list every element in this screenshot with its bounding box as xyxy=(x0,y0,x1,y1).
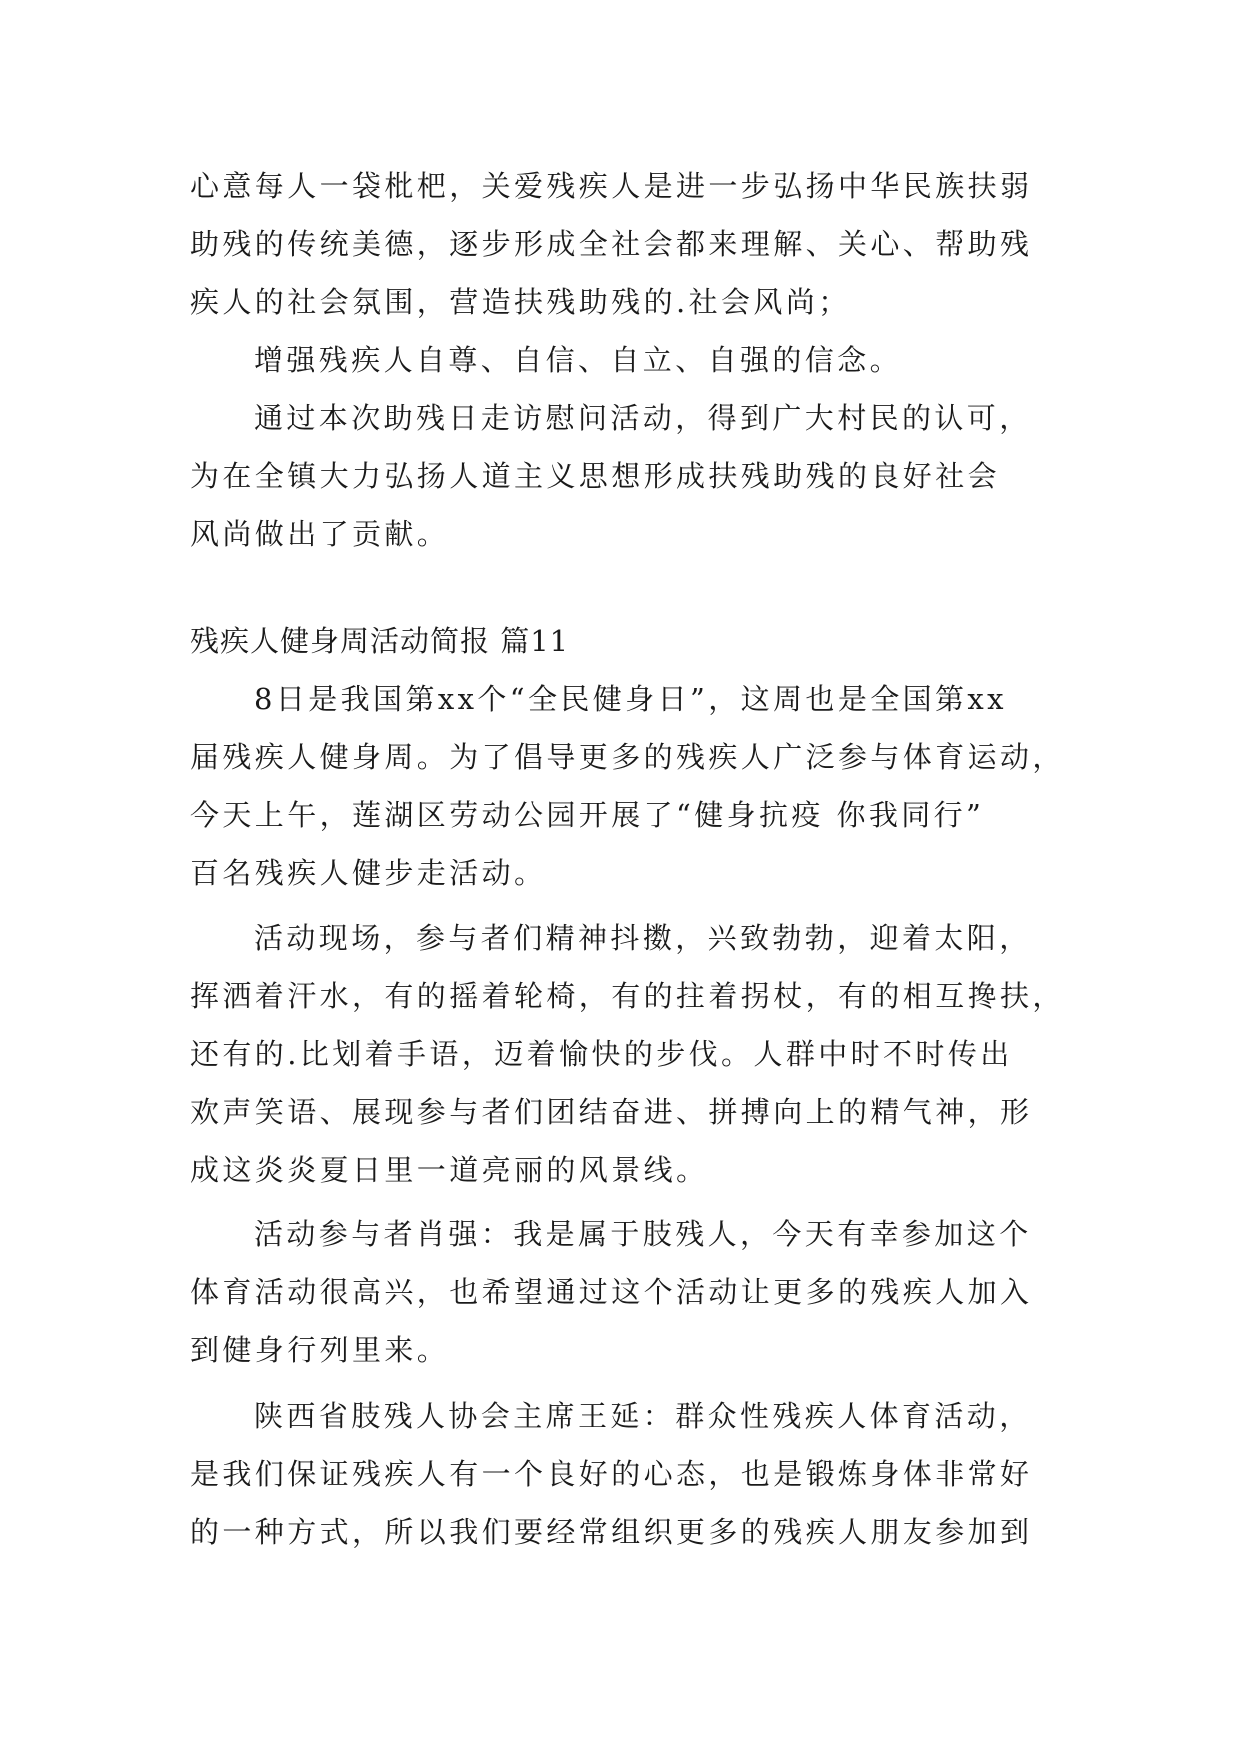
paragraph-line: 挥洒着汗水，有的摇着轮椅，有的拄着拐杖，有的相互搀扶， xyxy=(190,979,1065,1013)
paragraph-line: 届残疾人健身周。为了倡导更多的残疾人广泛参与体育运动， xyxy=(190,740,1065,774)
paragraph-line: 陕西省肢残人协会主席王延：群众性残疾人体育活动， xyxy=(254,1399,1032,1433)
paragraph-line: 到健身行列里来。 xyxy=(190,1333,450,1367)
paragraph-line: 助残的传统美德，逐步形成全社会都来理解、关心、帮助残 xyxy=(190,227,1033,261)
paragraph-line: 通过本次助残日走访慰问活动，得到广大村民的认可， xyxy=(254,401,1032,435)
paragraph-line: 增强残疾人自尊、自信、自立、自强的信念。 xyxy=(254,343,903,377)
paragraph-line: 疾人的社会氛围，营造扶残助残的.社会风尚； xyxy=(190,285,851,319)
paragraph-line: 活动参与者肖强：我是属于肢残人，今天有幸参加这个 xyxy=(254,1217,1032,1251)
paragraph-line: 的一种方式，所以我们要经常组织更多的残疾人朋友参加到 xyxy=(190,1515,1033,1549)
paragraph-line: 活动现场，参与者们精神抖擞，兴致勃勃，迎着太阳， xyxy=(254,921,1032,955)
paragraph-line: 今天上午，莲湖区劳动公园开展了“健身抗疫 你我同行” xyxy=(190,798,985,832)
paragraph-line: 心意每人一袋枇杷，关爱残疾人是进一步弘扬中华民族扶弱 xyxy=(190,169,1033,203)
paragraph-line: 欢声笑语、展现参与者们团结奋进、拼搏向上的精气神，形 xyxy=(190,1095,1033,1129)
paragraph-line: 是我们保证残疾人有一个良好的心态，也是锻炼身体非常好 xyxy=(190,1457,1033,1491)
paragraph-line: 风尚做出了贡献。 xyxy=(190,517,450,551)
paragraph-line: 8日是我国第xx个“全民健身日”，这周也是全国第xx xyxy=(254,682,1007,716)
paragraph-line: 百名残疾人健步走活动。 xyxy=(190,856,547,890)
section-heading: 残疾人健身周活动简报 篇11 xyxy=(190,624,570,658)
paragraph-line: 成这炎炎夏日里一道亮丽的风景线。 xyxy=(190,1153,709,1187)
paragraph-line: 还有的.比划着手语，迈着愉快的步伐。人群中时不时传出 xyxy=(190,1037,1013,1071)
paragraph-line: 体育活动很高兴，也希望通过这个活动让更多的残疾人加入 xyxy=(190,1275,1033,1309)
paragraph-line: 为在全镇大力弘扬人道主义思想形成扶残助残的良好社会 xyxy=(190,459,1001,493)
